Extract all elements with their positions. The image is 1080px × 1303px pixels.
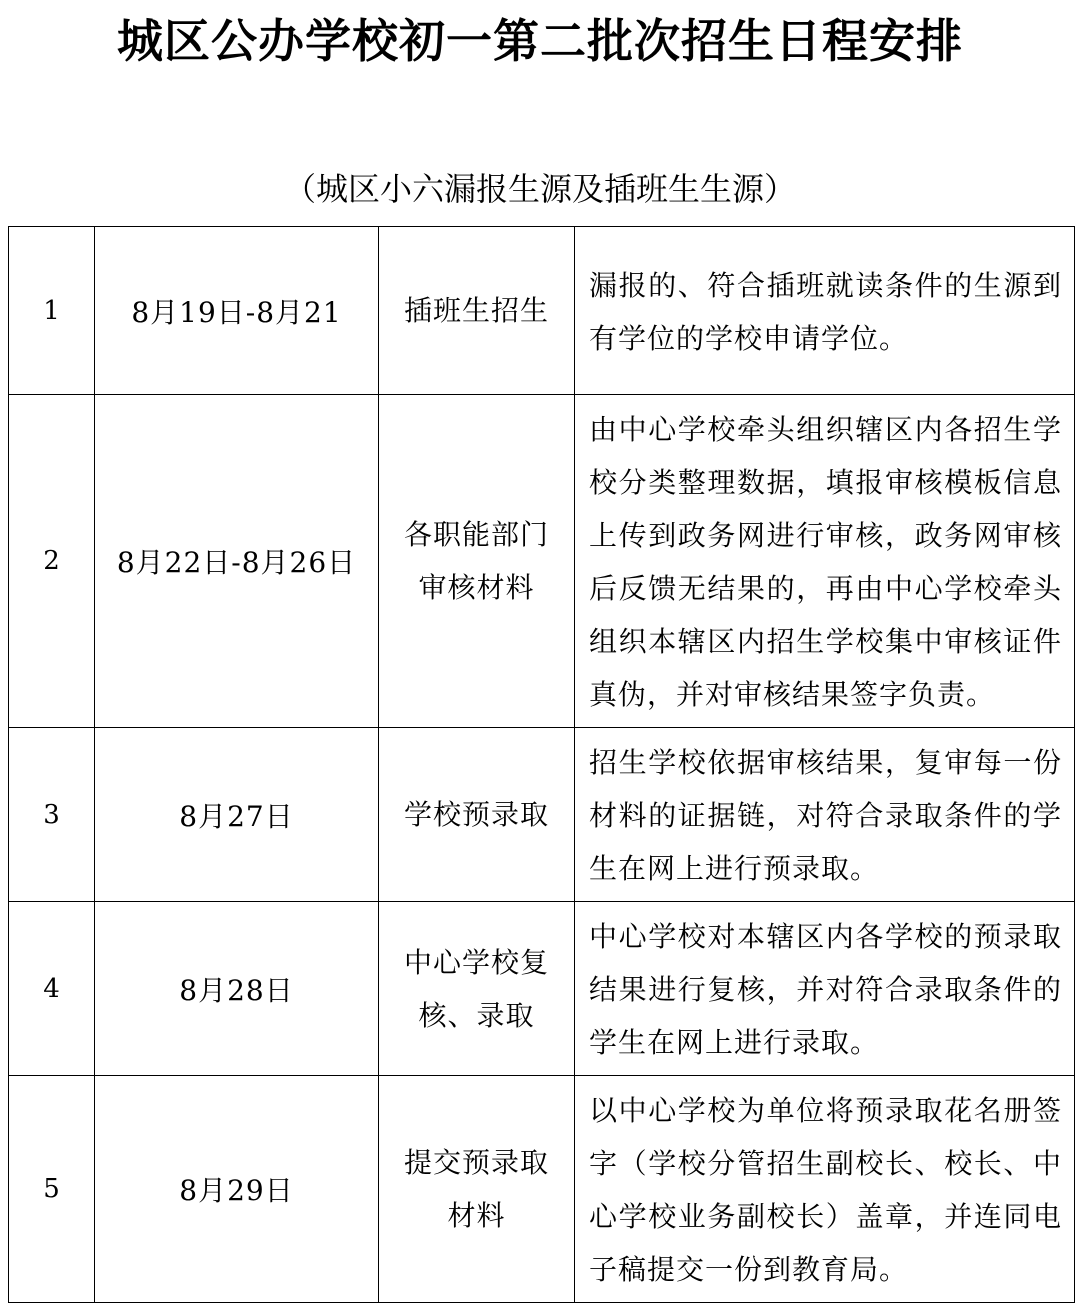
row-date: 8月28日 [95,902,379,1076]
schedule-table [8,226,1075,1303]
row-stage: 中心学校复核、录取 [379,902,575,1076]
document-subtitle: （城区小六漏报生源及插班生生源） [283,170,796,208]
row-description: 以中心学校为单位将预录取花名册签字（学校分管招生副校长、校长、中心学校业务副校长）盖章，并连同电子稿提交一份到教育局。 [575,1076,1075,1303]
row-number: 4 [9,902,95,1076]
table-row [9,1076,1075,1303]
row-date: 8月19日-8月21 [95,227,379,395]
row-description: 漏报的、符合插班就读条件的生源到有学位的学校申请学位。 [575,227,1075,395]
table-row [9,902,1075,1076]
row-number: 3 [9,728,95,902]
row-stage: 插班生招生 [379,227,575,395]
row-number: 1 [9,227,95,395]
table-row [9,728,1075,902]
row-stage: 学校预录取 [379,728,575,902]
row-date: 8月29日 [95,1076,379,1303]
row-stage: 提交预录取材料 [379,1076,575,1303]
row-description: 招生学校依据审核结果，复审每一份材料的证据链，对符合录取条件的学生在网上进行预录取。 [575,728,1075,902]
row-description: 由中心学校牵头组织辖区内各招生学校分类整理数据，填报审核模板信息上传到政务网进行审核，政务网审核后反馈无结果的，再由中心学校牵头组织本辖区内招生学校集中审核证件真伪，并对审核结果签字负责。 [575,395,1075,728]
document-title: 城区公办学校初一第二批次招生日程安排 [117,14,963,68]
row-number: 2 [9,395,95,728]
table-row [9,227,1075,395]
row-date: 8月27日 [95,728,379,902]
row-number: 5 [9,1076,95,1303]
row-description: 中心学校对本辖区内各学校的预录取结果进行复核，并对符合录取条件的学生在网上进行录取。 [575,902,1075,1076]
row-stage: 各职能部门审核材料 [379,395,575,728]
table-row [9,395,1075,728]
row-date: 8月22日-8月26日 [95,395,379,728]
